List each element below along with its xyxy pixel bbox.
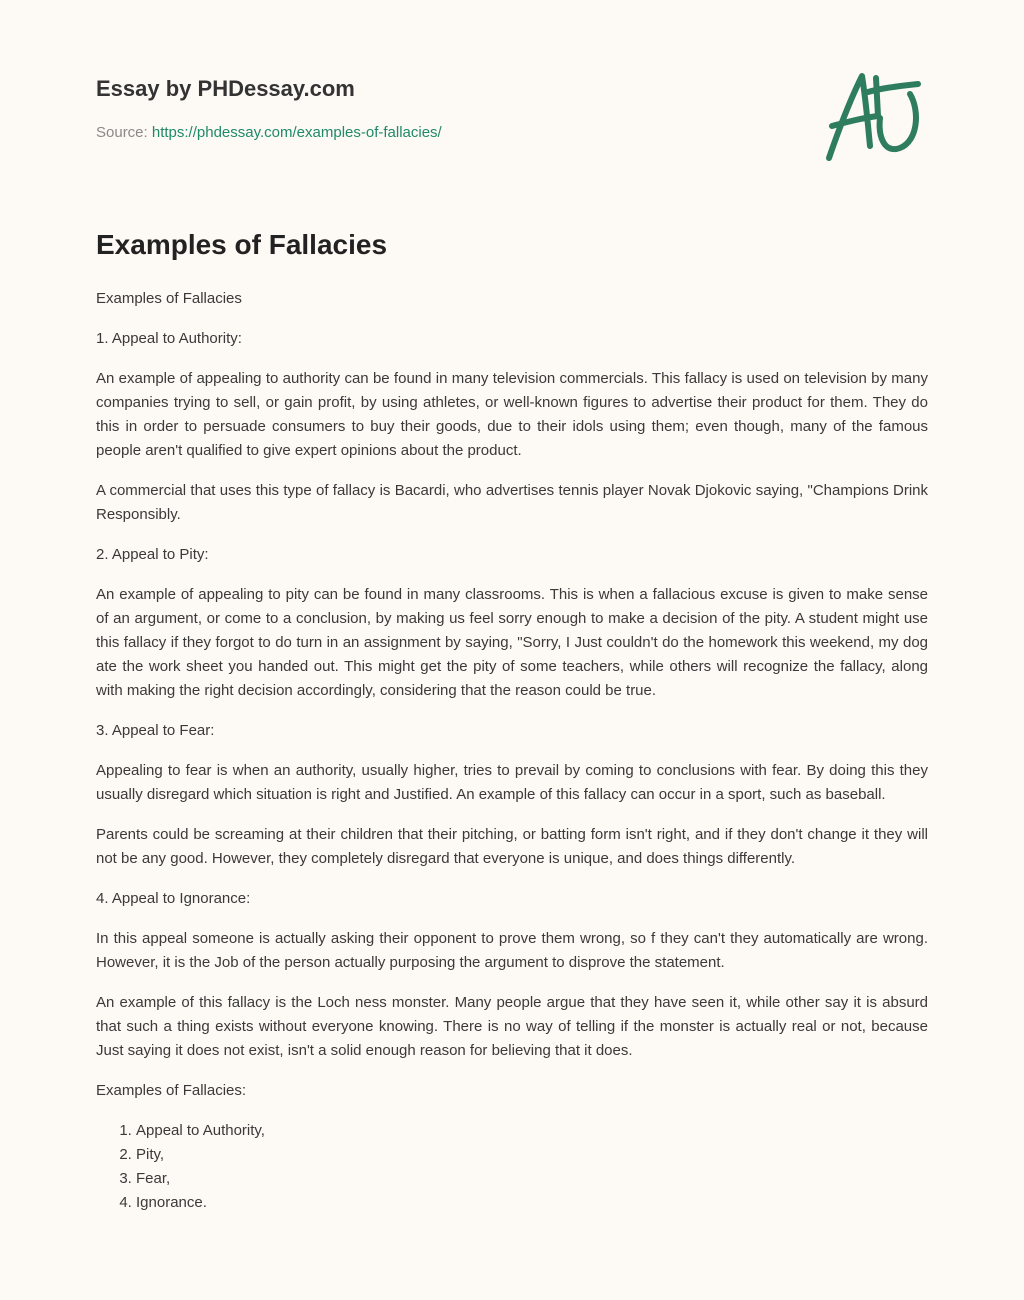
a-plus-logo-icon [822, 66, 932, 166]
paragraph: An example of this fallacy is the Loch ness monster. Many people argue that they have seen it, while other say it is absurd that such a thing exists without everyone knowing. There is no way of telling if the monster is actually real or not, because Just saying it does not exist, isn't a solid enough reason for believing that it does. [96, 994, 928, 1059]
list-item: 4. Ignorance. [136, 1191, 928, 1215]
list-item: 1. Appeal to Authority, [136, 1119, 928, 1143]
fallacy-list [96, 1119, 928, 1215]
section-heading: 1. Appeal to Authority: [96, 330, 242, 347]
paragraph: Examples of Fallacies [96, 290, 242, 307]
site-title: Essay by PHDessay.com [96, 76, 355, 101]
paragraph: In this appeal someone is actually asking their opponent to prove them wrong, so f they can't they automatically are wrong. However, it is the Job of the person actually purposing the argument to disprove the statement. [96, 930, 928, 971]
paragraph: Parents could be screaming at their children that their pitching, or batting form isn't right, and if they don't change it they will not be any good. However, they completely disregard that everyone is unique, and does things differently. [96, 826, 928, 867]
section-heading: 2. Appeal to Pity: [96, 546, 209, 563]
section-heading: 3. Appeal to Fear: [96, 722, 215, 739]
paragraph: Appealing to fear is when an authority, usually higher, tries to prevail by coming to conclusions with fear. By doing this they usually disregard which situation is right and Justified. An example of this fallacy can occur in a sport, such as baseball. [96, 762, 928, 803]
article [96, 226, 928, 1215]
paragraph: A commercial that uses this type of fallacy is Bacardi, who advertises tennis player Novak Djokovic saying, "Champions Drink Responsibly. [96, 482, 928, 523]
source-label: Source: [96, 124, 148, 141]
paragraph: Examples of Fallacies: [96, 1082, 247, 1099]
list-item: 2. Pity, [136, 1143, 928, 1167]
paragraph: An example of appealing to authority can be found in many television commercials. This fallacy is used on television by many companies trying to sell, or gain profit, by using athletes, or well-known figures to advertise their product for them. They do this in order to persuade consumers to buy their goods, due to their idols using them; even though, many of the famous people aren't qualified to give expert opinions about the product. [96, 370, 928, 459]
source-link[interactable]: https://phdessay.com/examples-of-fallacies/ [151, 124, 442, 141]
source-line [96, 124, 442, 141]
list-item: 3. Fear, [136, 1167, 928, 1191]
paragraph: An example of appealing to pity can be found in many classrooms. This is when a fallacious excuse is given to make sense of an argument, or come to a conclusion, by making us feel sorry enough to make a decision of the pity. A student might use this fallacy if they forgot to do turn in an assignment by saying, "Sorry, I Just couldn't do the homework this weekend, my dog ate the work sheet you handed out. This might get the pity of some teachers, while others will recognize the fallacy, along with making the right decision accordingly, considering that the reason could be true. [96, 586, 928, 699]
section-heading: 4. Appeal to Ignorance: [96, 890, 251, 907]
article-title: Examples of Fallacies [96, 229, 388, 260]
